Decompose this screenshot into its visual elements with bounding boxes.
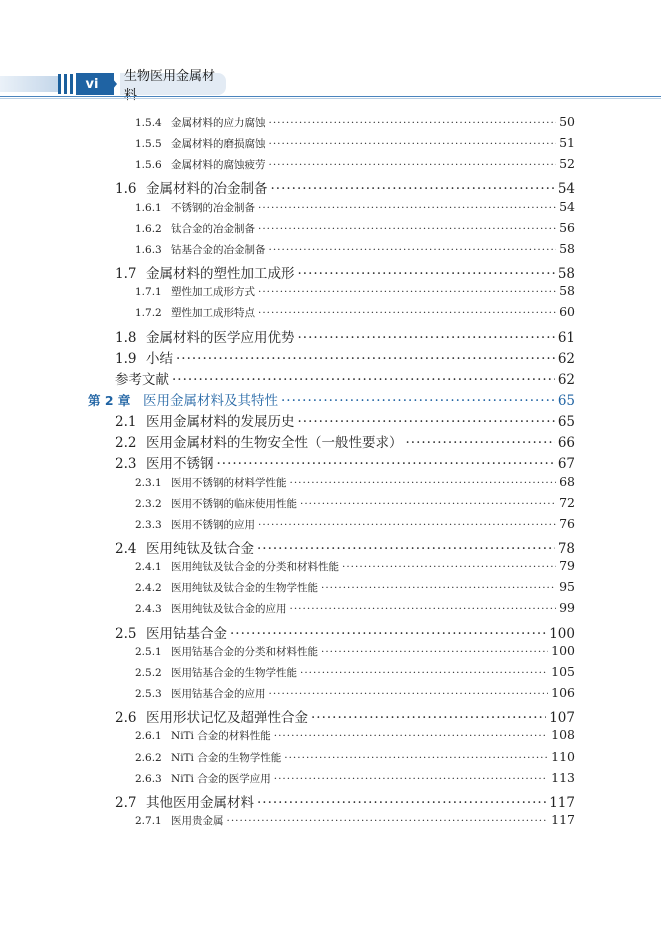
- toc-entry-number: 1.5.4: [135, 117, 162, 129]
- toc-entry-number: 2.3.2: [135, 497, 162, 510]
- toc-entry-title: 参考文献: [115, 371, 169, 388]
- toc-leader-dots: [298, 414, 555, 430]
- toc-entry[interactable]: [0, 622, 661, 642]
- toc-entry-page: 51: [559, 135, 575, 151]
- toc-leader-dots: [321, 582, 556, 594]
- toc-entry-title: 钴基合金的冶金制备: [171, 243, 266, 256]
- toc-entry-number: 2.5: [115, 625, 137, 642]
- toc-entry[interactable]: [0, 347, 661, 367]
- toc-leader-dots: [300, 498, 556, 510]
- toc-entry-title: 医用贵金属: [171, 814, 224, 827]
- toc-entry-page: 107: [549, 710, 575, 727]
- toc-entry-page: 62: [557, 371, 575, 388]
- toc-entry[interactable]: [0, 749, 661, 765]
- toc-entry-number: 2.4.2: [135, 582, 162, 595]
- toc-entry-page: 99: [559, 600, 575, 616]
- toc-entry-page: 113: [551, 769, 575, 785]
- toc-leader-dots: [172, 372, 555, 388]
- toc-entry-number: 第 2 章: [88, 392, 131, 408]
- toc-leader-dots: [269, 159, 557, 171]
- toc-entry-title: 金属材料的医学应用优势: [146, 329, 295, 346]
- toc-entry[interactable]: [0, 600, 661, 616]
- toc-entry[interactable]: [0, 220, 661, 236]
- toc-entry[interactable]: [0, 156, 661, 172]
- toc-entry-title: 其他医用金属材料: [146, 794, 254, 811]
- toc-entry-title: 医用钴基合金的分类和材料性能: [171, 645, 318, 658]
- toc-entry-number: 1.7: [115, 266, 137, 283]
- toc-leader-dots: [176, 351, 555, 367]
- toc-entry-page: 100: [549, 625, 575, 642]
- toc-leader-dots: [274, 730, 548, 742]
- toc-entry[interactable]: [0, 474, 661, 490]
- toc-leader-dots: [269, 244, 557, 256]
- toc-entry-page: 65: [557, 392, 575, 409]
- toc-entry-title: 医用纯钛及钛合金的分类和材料性能: [171, 561, 339, 574]
- toc-entry-number: 2.6.2: [135, 751, 162, 764]
- toc-entry-page: 117: [549, 794, 575, 811]
- toc-entry-page: 54: [559, 198, 575, 214]
- toc-leader-dots: [258, 202, 556, 214]
- toc-leader-dots: [311, 710, 546, 726]
- toc-entry-number: 2.4.1: [135, 561, 162, 574]
- toc-entry[interactable]: [0, 241, 661, 257]
- toc-entry-page: 61: [557, 329, 575, 346]
- toc-entry-page: 110: [551, 748, 575, 764]
- toc-leader-dots: [269, 138, 557, 150]
- header-rule-light: [0, 98, 661, 99]
- toc-entry-page: 67: [557, 456, 575, 473]
- toc-leader-dots: [290, 477, 557, 489]
- toc-entry-number: 2.6.1: [135, 730, 162, 743]
- toc-entry[interactable]: [0, 304, 661, 320]
- toc-entry-title: 医用纯钛及钛合金的应用: [171, 603, 287, 616]
- toc-entry-title: 医用金属材料的生物安全性（一般性要求）: [146, 435, 403, 452]
- toc-entry[interactable]: [0, 791, 661, 811]
- toc-leader-dots: [284, 752, 548, 764]
- header-stripe: [64, 74, 67, 94]
- toc-entry[interactable]: [0, 812, 661, 828]
- toc-entry[interactable]: [0, 326, 661, 346]
- toc-entry-page: 105: [551, 663, 575, 679]
- toc-entry-page: 66: [557, 435, 575, 452]
- toc-entry[interactable]: [0, 537, 661, 557]
- toc-entry[interactable]: [0, 558, 661, 574]
- toc-leader-dots: [271, 181, 555, 197]
- toc-entry-number: 1.5.6: [135, 159, 162, 172]
- toc-entry[interactable]: [0, 431, 661, 451]
- toc-entry-page: 100: [551, 642, 575, 658]
- toc-entry-title: 医用金属材料的发展历史: [146, 414, 295, 431]
- toc-chapter-entry[interactable]: [0, 389, 661, 409]
- toc-entry-number: 2.3.1: [135, 476, 162, 489]
- toc-leader-dots: [227, 815, 549, 827]
- toc-entry-title: NiTi 合金的材料性能: [171, 730, 271, 743]
- toc-entry-page: 117: [551, 811, 575, 827]
- toc-entry-number: 1.6: [115, 181, 137, 198]
- toc-entry-page: 76: [559, 515, 575, 531]
- toc-entry-number: 2.2: [115, 435, 137, 452]
- toc-leader-dots: [258, 223, 556, 235]
- toc-entry-page: 72: [559, 494, 575, 510]
- toc-entry-page: 78: [557, 541, 575, 557]
- toc-leader-dots: [269, 688, 549, 700]
- toc-entry-number: 1.6.3: [135, 243, 162, 256]
- header-stripe: [70, 74, 73, 94]
- toc-entry-page: 106: [551, 685, 575, 701]
- running-header: [0, 70, 661, 100]
- toc-entry-title: 医用不锈钢的临床使用性能: [171, 497, 297, 510]
- toc-entry-number: 2.5.1: [135, 645, 162, 658]
- toc-entry-number: 2.5.3: [135, 688, 162, 701]
- toc-entry-number: 2.7.1: [135, 814, 162, 827]
- toc-entry-page: 58: [559, 283, 575, 299]
- toc-entry-title: 医用金属材料及其特性: [143, 392, 278, 409]
- toc-entry-title: 金属材料的磨损腐蚀: [171, 138, 266, 151]
- toc-leader-dots: [257, 541, 555, 557]
- toc-entry-title: 金属材料的塑性加工成形: [146, 266, 295, 283]
- toc-entry[interactable]: [0, 262, 661, 282]
- toc-entry[interactable]: [0, 199, 661, 215]
- toc-entry-page: 56: [559, 219, 575, 235]
- toc-entry-title: 医用纯钛及钛合金的生物学性能: [171, 582, 318, 595]
- toc-entry-number: 2.1: [115, 414, 137, 431]
- toc-entry[interactable]: [0, 579, 661, 595]
- toc-entry-title: 金属材料的冶金制备: [146, 181, 268, 198]
- toc-entry[interactable]: [0, 283, 661, 299]
- toc-entry-page: 68: [559, 473, 575, 489]
- toc-entry-title: 塑性加工成形方式: [171, 286, 255, 299]
- toc-entry[interactable]: [0, 727, 661, 743]
- toc-entry-title: 不锈钢的冶金制备: [171, 201, 255, 214]
- toc-leader-dots: [342, 561, 556, 573]
- toc-entry-page: 52: [559, 156, 575, 172]
- toc-entry-number: 2.3.3: [135, 518, 162, 531]
- toc-entry-number: 1.6.2: [135, 222, 162, 235]
- toc-entry-title: 医用纯钛及钛合金: [146, 541, 254, 557]
- toc-leader-dots: [290, 603, 557, 615]
- toc-entry-page: 95: [559, 579, 575, 595]
- toc-entry-number: 2.7: [115, 794, 137, 811]
- toc-leader-dots: [298, 330, 555, 346]
- toc-entry[interactable]: [0, 410, 661, 430]
- toc-entry-page: 58: [559, 240, 575, 256]
- header-arrow-icon: [108, 73, 117, 95]
- toc-entry-page: 108: [551, 727, 575, 743]
- toc-entry-title: 金属材料的腐蚀疲劳: [171, 159, 266, 172]
- toc-entry[interactable]: [0, 114, 661, 130]
- toc-leader-dots: [406, 435, 555, 451]
- toc-leader-dots: [321, 646, 548, 658]
- toc-entry-number: 2.6.3: [135, 772, 162, 785]
- toc-leader-dots: [258, 307, 556, 319]
- toc-entry-page: 65: [557, 414, 575, 431]
- toc-entry-number: 2.6: [115, 710, 137, 727]
- toc-entry-title: NiTi 合金的医学应用: [171, 772, 271, 785]
- toc-leader-dots: [274, 773, 548, 785]
- toc-entry-page: 54: [557, 181, 575, 198]
- toc-entry-page: 50: [559, 114, 575, 129]
- toc-entry-number: 2.3: [115, 456, 137, 473]
- toc-entry[interactable]: [0, 177, 661, 197]
- toc-entry-number: 1.7.2: [135, 307, 162, 320]
- toc-leader-dots: [300, 667, 548, 679]
- toc-entry[interactable]: [0, 516, 661, 532]
- header-gradient-band: [0, 76, 58, 92]
- toc-entry[interactable]: [0, 495, 661, 511]
- header-book-title: 生物医用金属材: [120, 73, 226, 95]
- header-page-number: vi: [76, 73, 114, 95]
- toc-entry[interactable]: [0, 706, 661, 726]
- toc-entry[interactable]: [0, 685, 661, 701]
- toc-entry-title: NiTi 合金的生物学性能: [171, 751, 282, 764]
- toc-entry-title: 医用不锈钢的材料学性能: [171, 476, 287, 489]
- toc-leader-dots: [269, 117, 557, 129]
- header-rule: [0, 96, 661, 97]
- toc-leader-dots: [230, 626, 546, 642]
- toc-entry[interactable]: [0, 664, 661, 680]
- toc-entry[interactable]: [0, 452, 661, 472]
- toc-entry[interactable]: [0, 135, 661, 151]
- header-stripe: [58, 74, 61, 94]
- toc-entry-title: 小结: [146, 350, 173, 367]
- toc-entry-title: 医用不锈钢的应用: [171, 518, 255, 531]
- toc-entry-number: 2.4: [115, 541, 137, 557]
- toc-entry-page: 58: [557, 266, 575, 283]
- toc-entry-title: 钛合金的冶金制备: [171, 222, 255, 235]
- toc-entry-number: 1.8: [115, 329, 137, 346]
- toc-entry[interactable]: [0, 643, 661, 659]
- toc-leader-dots: [281, 393, 555, 409]
- toc-entry[interactable]: [0, 368, 661, 388]
- toc-entry-title: 医用形状记忆及超弹性合金: [146, 710, 308, 727]
- toc-entry-title: 医用不锈钢: [146, 456, 214, 473]
- toc-entry-title: 医用钴基合金的应用: [171, 688, 266, 701]
- toc-entry-title: 塑性加工成形特点: [171, 307, 255, 320]
- toc-entry-number: 1.6.1: [135, 201, 162, 214]
- toc-entry-page: 60: [559, 304, 575, 320]
- toc-entry-page: 62: [557, 350, 575, 367]
- toc-entry-number: 1.5.5: [135, 138, 162, 151]
- toc-entry-title: 金属材料的应力腐蚀: [171, 117, 266, 129]
- toc-entry-number: 1.9: [115, 350, 137, 367]
- toc-entry-number: 2.5.2: [135, 666, 162, 679]
- toc-entry-title: 医用钴基合金: [146, 625, 227, 642]
- toc-leader-dots: [258, 519, 556, 531]
- toc-entry-page: 79: [559, 558, 575, 574]
- toc-entry-title: 医用钴基合金的生物学性能: [171, 666, 297, 679]
- toc-leader-dots: [258, 286, 556, 298]
- toc-leader-dots: [257, 795, 546, 811]
- toc-leader-dots: [217, 456, 555, 472]
- toc-entry[interactable]: [0, 770, 661, 786]
- toc-entry-number: 2.4.3: [135, 603, 162, 616]
- toc-entry-number: 1.7.1: [135, 286, 162, 299]
- toc-leader-dots: [298, 266, 555, 282]
